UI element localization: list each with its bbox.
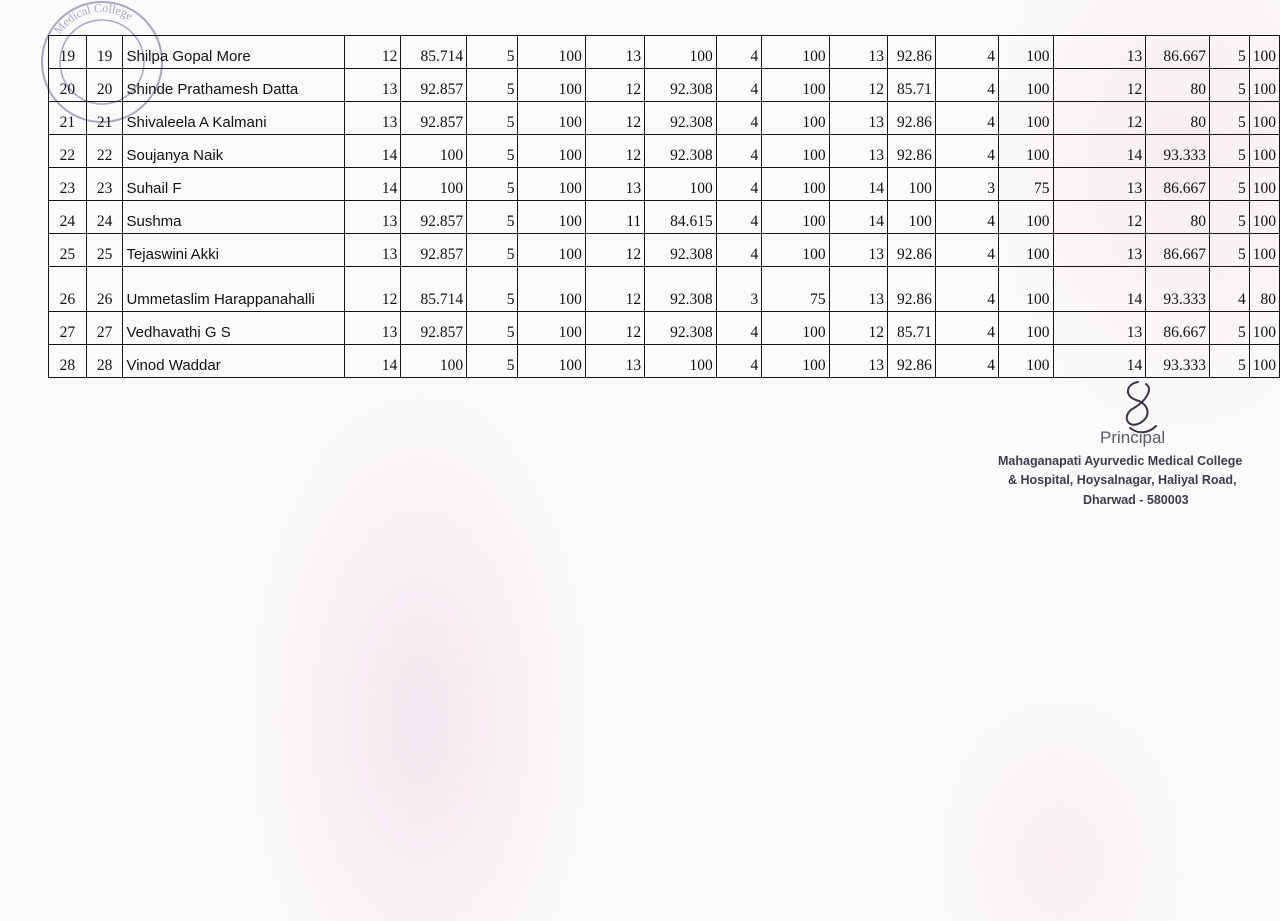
percentage-cell: 80: [1146, 102, 1210, 135]
classes-attended-cell: 5: [1210, 345, 1250, 378]
percentage-cell: 93.333: [1146, 345, 1210, 378]
classes-attended-cell: 12: [829, 312, 887, 345]
percentage-cell: 100: [1249, 102, 1279, 135]
serial-number-cell: 19: [49, 36, 87, 69]
classes-attended-cell: 5: [467, 345, 518, 378]
classes-attended-cell: 12: [585, 234, 644, 267]
classes-attended-cell: 12: [1053, 102, 1146, 135]
classes-attended-cell: 4: [716, 234, 761, 267]
percentage-cell: 100: [1249, 345, 1279, 378]
roll-number-cell: 27: [86, 312, 123, 345]
serial-number-cell: 24: [49, 201, 87, 234]
percentage-cell: 92.86: [887, 135, 935, 168]
table-row: [49, 312, 1280, 345]
classes-attended-cell: 12: [829, 69, 887, 102]
classes-attended-cell: 12: [585, 102, 644, 135]
percentage-cell: 100: [1249, 234, 1279, 267]
percentage-cell: 100: [762, 102, 829, 135]
percentage-cell: 100: [645, 36, 717, 69]
percentage-cell: 100: [518, 36, 585, 69]
classes-attended-cell: 12: [585, 267, 644, 312]
classes-attended-cell: 13: [829, 135, 887, 168]
percentage-cell: 100: [762, 312, 829, 345]
student-name-cell: Ummetaslim Harappanahalli: [123, 267, 345, 312]
student-name-cell: Shinde Prathamesh Datta: [123, 69, 345, 102]
classes-attended-cell: 5: [467, 102, 518, 135]
classes-attended-cell: 4: [935, 267, 998, 312]
percentage-cell: 92.857: [401, 312, 467, 345]
roll-number-cell: 28: [86, 345, 123, 378]
percentage-cell: 100: [1249, 201, 1279, 234]
percentage-cell: 100: [998, 102, 1053, 135]
classes-attended-cell: 4: [716, 345, 761, 378]
percentage-cell: 100: [998, 69, 1053, 102]
percentage-cell: 100: [518, 201, 585, 234]
classes-attended-cell: 4: [935, 234, 998, 267]
classes-attended-cell: 12: [345, 36, 401, 69]
classes-attended-cell: 13: [1053, 168, 1146, 201]
percentage-cell: 92.86: [887, 36, 935, 69]
table-row: [49, 102, 1280, 135]
student-name-cell: Shilpa Gopal More: [123, 36, 345, 69]
percentage-cell: 100: [518, 234, 585, 267]
classes-attended-cell: 13: [829, 234, 887, 267]
roll-number-cell: 26: [86, 267, 123, 312]
serial-number-cell: 26: [49, 267, 87, 312]
percentage-cell: 100: [887, 201, 935, 234]
classes-attended-cell: 4: [716, 36, 761, 69]
classes-attended-cell: 4: [935, 345, 998, 378]
serial-number-cell: 20: [49, 69, 87, 102]
percentage-cell: 80: [1146, 69, 1210, 102]
classes-attended-cell: 13: [345, 312, 401, 345]
classes-attended-cell: 4: [935, 135, 998, 168]
percentage-cell: 100: [1249, 168, 1279, 201]
classes-attended-cell: 4: [935, 102, 998, 135]
table-row: [49, 345, 1280, 378]
roll-number-cell: 20: [86, 69, 123, 102]
classes-attended-cell: 5: [467, 234, 518, 267]
address-line-2: & Hospital, Hoysalnagar, Haliyal Road,: [1008, 473, 1237, 487]
address-line-3: Dharwad - 580003: [1083, 493, 1189, 507]
classes-attended-cell: 5: [467, 36, 518, 69]
table-row: [49, 168, 1280, 201]
percentage-cell: 92.86: [887, 345, 935, 378]
classes-attended-cell: 4: [935, 69, 998, 102]
classes-attended-cell: 4: [716, 201, 761, 234]
classes-attended-cell: 5: [1210, 36, 1250, 69]
student-name-cell: Vinod Waddar: [123, 345, 345, 378]
percentage-cell: 85.71: [887, 69, 935, 102]
classes-attended-cell: 13: [829, 345, 887, 378]
classes-attended-cell: 13: [1053, 234, 1146, 267]
table-row: [49, 201, 1280, 234]
table-row: [49, 36, 1280, 69]
percentage-cell: 92.857: [401, 69, 467, 102]
classes-attended-cell: 14: [1053, 135, 1146, 168]
percentage-cell: 92.308: [645, 234, 717, 267]
percentage-cell: 75: [998, 168, 1053, 201]
percentage-cell: 100: [401, 168, 467, 201]
classes-attended-cell: 4: [716, 312, 761, 345]
percentage-cell: 80: [1249, 267, 1279, 312]
classes-attended-cell: 13: [585, 345, 644, 378]
classes-attended-cell: 5: [1210, 312, 1250, 345]
percentage-cell: 92.308: [645, 102, 717, 135]
percentage-cell: 92.86: [887, 234, 935, 267]
classes-attended-cell: 5: [1210, 168, 1250, 201]
percentage-cell: 100: [998, 267, 1053, 312]
percentage-cell: 100: [518, 168, 585, 201]
classes-attended-cell: 4: [716, 102, 761, 135]
percentage-cell: 92.308: [645, 69, 717, 102]
percentage-cell: 100: [645, 345, 717, 378]
classes-attended-cell: 14: [345, 345, 401, 378]
address-line-1: Mahaganapati Ayurvedic Medical College: [998, 454, 1243, 468]
roll-number-cell: 21: [86, 102, 123, 135]
table-row: [49, 234, 1280, 267]
percentage-cell: 93.333: [1146, 267, 1210, 312]
roll-number-cell: 22: [86, 135, 123, 168]
classes-attended-cell: 12: [585, 135, 644, 168]
classes-attended-cell: 13: [585, 36, 644, 69]
percentage-cell: 92.857: [401, 201, 467, 234]
classes-attended-cell: 14: [345, 135, 401, 168]
classes-attended-cell: 12: [1053, 69, 1146, 102]
student-name-cell: Soujanya Naik: [123, 135, 345, 168]
classes-attended-cell: 5: [467, 168, 518, 201]
classes-attended-cell: 13: [829, 36, 887, 69]
percentage-cell: 75: [762, 267, 829, 312]
percentage-cell: 100: [518, 312, 585, 345]
percentage-cell: 100: [998, 312, 1053, 345]
percentage-cell: 100: [998, 201, 1053, 234]
percentage-cell: 100: [1249, 135, 1279, 168]
serial-number-cell: 27: [49, 312, 87, 345]
percentage-cell: 100: [1249, 312, 1279, 345]
classes-attended-cell: 5: [467, 312, 518, 345]
table-row: [49, 69, 1280, 102]
classes-attended-cell: 5: [1210, 135, 1250, 168]
roll-number-cell: 25: [86, 234, 123, 267]
classes-attended-cell: 12: [1053, 201, 1146, 234]
classes-attended-cell: 14: [1053, 267, 1146, 312]
classes-attended-cell: 4: [716, 135, 761, 168]
percentage-cell: 92.308: [645, 267, 717, 312]
percentage-cell: 85.714: [401, 267, 467, 312]
percentage-cell: 100: [1249, 36, 1279, 69]
classes-attended-cell: 4: [716, 168, 761, 201]
percentage-cell: 100: [998, 345, 1053, 378]
serial-number-cell: 22: [49, 135, 87, 168]
serial-number-cell: 28: [49, 345, 87, 378]
student-name-cell: Tejaswini Akki: [123, 234, 345, 267]
percentage-cell: 100: [518, 345, 585, 378]
percentage-cell: 80: [1146, 201, 1210, 234]
percentage-cell: 92.857: [401, 102, 467, 135]
classes-attended-cell: 5: [467, 267, 518, 312]
serial-number-cell: 23: [49, 168, 87, 201]
classes-attended-cell: 4: [1210, 267, 1250, 312]
classes-attended-cell: 13: [585, 168, 644, 201]
classes-attended-cell: 5: [467, 135, 518, 168]
percentage-cell: 100: [518, 102, 585, 135]
principal-title: Principal: [1100, 428, 1166, 447]
classes-attended-cell: 13: [829, 102, 887, 135]
percentage-cell: 100: [762, 234, 829, 267]
classes-attended-cell: 5: [467, 69, 518, 102]
percentage-cell: 100: [998, 135, 1053, 168]
classes-attended-cell: 5: [1210, 102, 1250, 135]
roll-number-cell: 24: [86, 201, 123, 234]
percentage-cell: 93.333: [1146, 135, 1210, 168]
signature-block: [990, 378, 1280, 518]
percentage-cell: 100: [762, 135, 829, 168]
classes-attended-cell: 13: [345, 69, 401, 102]
classes-attended-cell: 4: [935, 36, 998, 69]
table-row: [49, 135, 1280, 168]
percentage-cell: 85.714: [401, 36, 467, 69]
student-name-cell: Shivaleela A Kalmani: [123, 102, 345, 135]
classes-attended-cell: 13: [829, 267, 887, 312]
percentage-cell: 100: [518, 69, 585, 102]
percentage-cell: 100: [762, 345, 829, 378]
classes-attended-cell: 5: [1210, 234, 1250, 267]
percentage-cell: 100: [518, 135, 585, 168]
percentage-cell: 100: [762, 201, 829, 234]
percentage-cell: 92.308: [645, 312, 717, 345]
classes-attended-cell: 3: [716, 267, 761, 312]
student-name-cell: Suhail F: [123, 168, 345, 201]
percentage-cell: 100: [762, 69, 829, 102]
percentage-cell: 100: [887, 168, 935, 201]
percentage-cell: 85.71: [887, 312, 935, 345]
classes-attended-cell: 4: [935, 201, 998, 234]
percentage-cell: 86.667: [1146, 168, 1210, 201]
percentage-cell: 92.86: [887, 102, 935, 135]
percentage-cell: 100: [401, 135, 467, 168]
classes-attended-cell: 13: [1053, 36, 1146, 69]
classes-attended-cell: 14: [345, 168, 401, 201]
percentage-cell: 100: [401, 345, 467, 378]
classes-attended-cell: 13: [345, 201, 401, 234]
percentage-cell: 92.857: [401, 234, 467, 267]
percentage-cell: 100: [762, 168, 829, 201]
percentage-cell: 86.667: [1146, 312, 1210, 345]
classes-attended-cell: 4: [716, 69, 761, 102]
percentage-cell: 100: [998, 234, 1053, 267]
classes-attended-cell: 3: [935, 168, 998, 201]
classes-attended-cell: 12: [585, 312, 644, 345]
student-name-cell: Sushma: [123, 201, 345, 234]
serial-number-cell: 25: [49, 234, 87, 267]
percentage-cell: 100: [518, 267, 585, 312]
percentage-cell: 86.667: [1146, 234, 1210, 267]
classes-attended-cell: 11: [585, 201, 644, 234]
percentage-cell: 92.308: [645, 135, 717, 168]
classes-attended-cell: 13: [345, 102, 401, 135]
classes-attended-cell: 13: [1053, 312, 1146, 345]
classes-attended-cell: 5: [467, 201, 518, 234]
percentage-cell: 92.86: [887, 267, 935, 312]
classes-attended-cell: 5: [1210, 69, 1250, 102]
classes-attended-cell: 13: [345, 234, 401, 267]
roll-number-cell: 19: [86, 36, 123, 69]
classes-attended-cell: 5: [1210, 201, 1250, 234]
percentage-cell: 100: [762, 36, 829, 69]
classes-attended-cell: 12: [345, 267, 401, 312]
classes-attended-cell: 14: [829, 201, 887, 234]
percentage-cell: 84.615: [645, 201, 717, 234]
attendance-table: [48, 35, 1280, 378]
percentage-cell: 86.667: [1146, 36, 1210, 69]
serial-number-cell: 21: [49, 102, 87, 135]
table-row: [49, 267, 1280, 312]
classes-attended-cell: 12: [585, 69, 644, 102]
classes-attended-cell: 14: [1053, 345, 1146, 378]
student-name-cell: Vedhavathi G S: [123, 312, 345, 345]
percentage-cell: 100: [998, 36, 1053, 69]
svg-text:Medical College: Medical College: [50, 0, 136, 37]
roll-number-cell: 23: [86, 168, 123, 201]
percentage-cell: 100: [1249, 69, 1279, 102]
percentage-cell: 100: [645, 168, 717, 201]
classes-attended-cell: 14: [829, 168, 887, 201]
classes-attended-cell: 4: [935, 312, 998, 345]
